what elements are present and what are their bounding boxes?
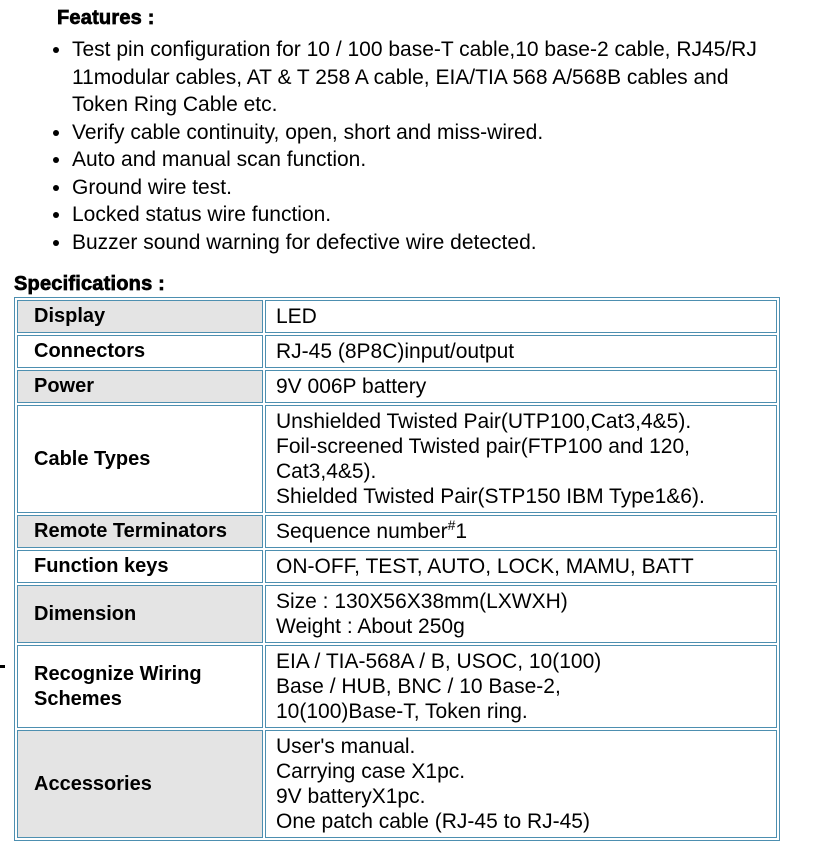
spec-value-text: Sequence number	[276, 520, 448, 543]
specifications-table	[14, 297, 780, 841]
spec-value: 9V 006P battery	[265, 370, 777, 403]
feature-item: • Verify cable continuity, open, short and miss-wired.	[72, 119, 782, 147]
specifications-heading: Specifications :	[14, 273, 166, 295]
spec-value: Size : 130X56X38mm(LXWXH) Weight : About 250g	[265, 585, 777, 643]
spec-value-text: 1	[455, 520, 468, 543]
page	[0, 7, 818, 841]
spec-row	[17, 645, 777, 728]
spec-label: Cable Types	[17, 405, 263, 513]
spec-label: Remote Terminators	[17, 515, 263, 548]
feature-item: • Buzzer sound warning for defective wire detected.	[72, 229, 782, 257]
spec-value: User's manual. Carrying case X1pc. 9V batteryX1pc. One patch cable (RJ-45 to RJ-45)	[265, 730, 777, 838]
spec-row	[17, 370, 777, 403]
spec-label: Dimension	[17, 585, 263, 643]
spec-label: Function keys	[17, 550, 263, 583]
spec-value: Unshielded Twisted Pair(UTP100,Cat3,4&5). Foil-screened Twisted pair(FTP100 and 120, Cat3,4&5). Shielded Twisted Pair(STP150 IBM Type1&6).	[265, 405, 777, 513]
spec-row	[17, 730, 777, 838]
spec-row	[17, 515, 777, 548]
spec-label: Connectors	[17, 335, 263, 368]
spec-label: Recognize Wiring Schemes	[17, 645, 263, 728]
spec-value: RJ-45 (8P8C)input/output	[265, 335, 777, 368]
feature-item: • Ground wire test.	[72, 174, 782, 202]
spec-row	[17, 405, 777, 513]
scan-artifact-mark	[0, 665, 5, 668]
spec-value: LED	[265, 300, 777, 333]
spec-label: Display	[17, 300, 263, 333]
features-section	[57, 7, 782, 256]
spec-row	[17, 335, 777, 368]
features-heading: Features :	[57, 7, 155, 29]
spec-label: Power	[17, 370, 263, 403]
spec-value	[265, 515, 777, 548]
spec-label: Accessories	[17, 730, 263, 838]
spec-value: EIA / TIA-568A / B, USOC, 10(100) Base / HUB, BNC / 10 Base-2, 10(100)Base-T, Token ring.	[265, 645, 777, 728]
specifications-section	[0, 273, 818, 841]
feature-item: • Locked status wire function.	[72, 201, 782, 229]
feature-item: • Test pin configuration for 10 / 100 base-T cable,10 base-2 cable, RJ45/RJ 11modular cables, AT & T 258 A cable, EIA/TIA 568 A/568B cables and Token Ring Cable etc.	[72, 36, 782, 119]
spec-row	[17, 550, 777, 583]
spec-value-superscript: #	[447, 517, 456, 533]
spec-row	[17, 585, 777, 643]
feature-item: • Auto and manual scan function.	[72, 146, 782, 174]
spec-row	[17, 300, 777, 333]
spec-value: ON-OFF, TEST, AUTO, LOCK, MAMU, BATT	[265, 550, 777, 583]
features-list	[57, 36, 782, 256]
